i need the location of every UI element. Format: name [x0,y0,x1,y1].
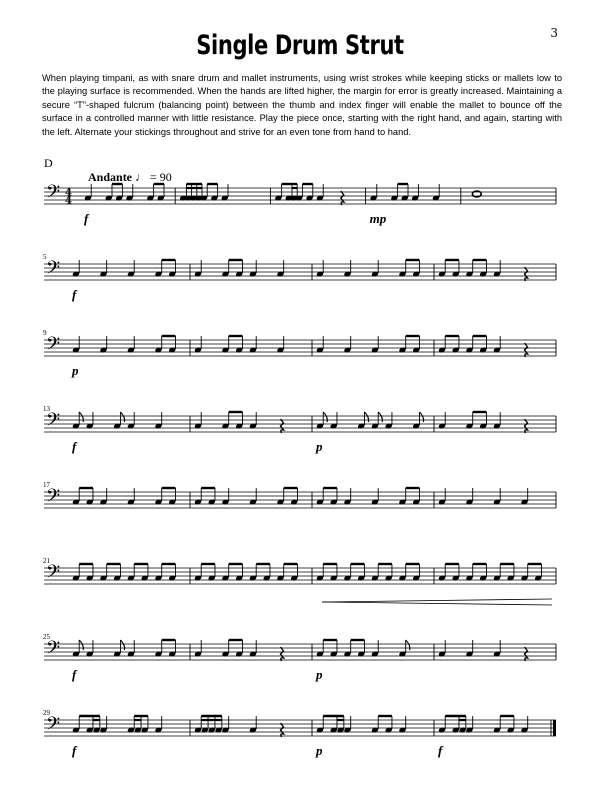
staff-system [43,405,556,454]
eighth-flag [79,640,83,650]
dynamic-marking: f [72,287,77,302]
eighth-flag [120,412,124,422]
quarter-rest [525,267,528,281]
bass-clef-icon: 𝄢 [46,562,61,587]
eighth-flag [419,412,423,422]
quarter-rest [525,343,528,357]
bass-clef-icon: 𝄢 [46,486,61,511]
tempo-bpm: = 90 [150,170,172,184]
dynamic-marking: p [316,743,323,758]
quarter-note-symbol: ♩ [135,170,148,184]
page-title: Single Drum Strut [196,30,404,61]
quarter-rest [281,419,284,433]
crescendo-hairpin [322,599,552,602]
quarter-rest [281,647,284,661]
eighth-flag [323,412,327,422]
measure-number: 17 [43,481,50,489]
quarter-rest [525,647,528,661]
bass-clef-icon: 𝄢 [46,258,61,283]
dynamic-marking: f [438,743,443,758]
dynamic-marking: f [72,667,77,682]
measure-number: 29 [43,709,50,717]
staff-system [44,182,556,226]
measure-number: 5 [43,253,47,261]
bass-clef-icon: 𝄢 [46,638,61,663]
staff-system [43,481,556,511]
crescendo-hairpin [322,602,552,605]
bass-clef-icon: 𝄢 [46,410,61,435]
quarter-rest [281,723,284,737]
dynamic-marking: f [72,439,77,454]
bass-clef-icon: 𝄢 [46,334,61,359]
tempo-word: Andante [88,170,133,184]
dynamic-marking: f [72,743,77,758]
staff-system [43,557,556,605]
quarter-rest [525,419,528,433]
measure-number: 21 [43,557,50,565]
dynamic-marking: p [316,667,323,682]
quarter-rest [341,191,344,205]
eighth-flag [378,412,382,422]
page-number: 3 [550,26,558,40]
eighth-flag [120,640,124,650]
bass-clef-icon: 𝄢 [46,182,61,207]
eighth-flag [364,412,368,422]
dynamic-marking: f [84,211,89,226]
dynamic-marking: p [316,439,323,454]
measure-number: 13 [43,405,50,413]
intro-paragraph: When playing timpani, as with snare drum and mallet instruments, using wrist strokes while keeping sticks or mallets low to the playing surface is recommended. When the hands are lifted higher, the margin for error is greatly increased. Maintaining a secure “T”-shaped fulcrum (balancing point) between the thumb and index finger will enable the mallet to bounce off the surface in a controlled manner with little resistance. Play the piece once, starting with the right hand, and again, starting with the left. Alternate your stickings throughout and strive for an even tone from hand to hand. [42,73,562,137]
eighth-flag [79,412,83,422]
measure-number: 25 [43,633,50,641]
rehearsal-mark: D [44,156,53,170]
time-signature-bottom: 4 [65,195,72,207]
eighth-flag [406,640,410,650]
bass-clef-icon: 𝄢 [46,714,61,739]
staff-system [43,253,556,302]
staff-system [43,709,556,758]
measure-number: 9 [43,329,47,337]
time-signature-top: 4 [65,187,72,199]
staff-system [43,329,556,378]
staff-system [43,633,556,682]
dynamic-marking: mp [369,211,387,226]
dynamic-marking: p [72,363,79,378]
